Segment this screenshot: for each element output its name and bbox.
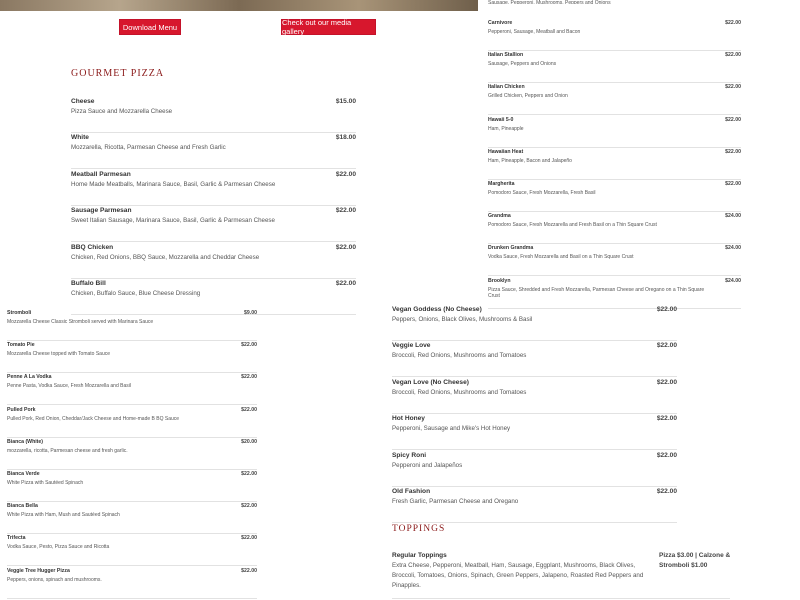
item-desc: Pepperoni, Sausage, Meatball and Bacon <box>488 29 581 35</box>
item-name: Penne A La Vodka <box>7 374 52 381</box>
section-title-gourmet-pizza: GOURMET PIZZA <box>71 68 165 79</box>
item-name: Italian Chicken <box>488 84 525 91</box>
item-name: Hawaii 5-0 <box>488 116 514 123</box>
menu-item <box>392 379 677 414</box>
item-name: Old Fashion <box>392 488 431 495</box>
menu-item <box>71 98 356 133</box>
item-name: Margherita <box>488 181 515 187</box>
item-price: $22.00 <box>725 20 741 26</box>
menu-item <box>7 535 257 566</box>
item-price: $20.00 <box>241 438 257 445</box>
menu-item <box>392 415 677 450</box>
item-name: Stromboli <box>7 310 32 316</box>
item-name: Pulled Pork <box>7 406 36 413</box>
item-name: Vegan Goddess (No Cheese) <box>392 306 482 313</box>
item-price: $22.00 <box>335 170 356 178</box>
menu-item <box>488 117 741 148</box>
item-price: $24.00 <box>725 277 741 284</box>
item-name: Spicy Roni <box>392 451 427 459</box>
item-name: Hot Honey <box>392 415 425 423</box>
menu-item <box>392 306 677 341</box>
item-name: Vegan Love (No Cheese) <box>392 378 469 386</box>
item-name: BBQ Chicken <box>71 243 114 251</box>
item-desc: Broccoli, Red Onions, Mushrooms and Tomatoes <box>392 352 527 360</box>
item-desc: Chicken, Red Onions, BBQ Sauce, Mozzarella and Cheddar Cheese <box>71 253 260 261</box>
item-desc: Ham, Pineapple, Bacon and Jalapeño <box>488 157 572 164</box>
toppings-item <box>392 552 730 599</box>
item-name: Buffalo Bill <box>71 280 106 287</box>
item-price: $22.00 <box>725 84 741 91</box>
item-desc: Pomodoro Sauce, Fresh Mozzarella, Fresh Basil <box>488 190 596 196</box>
menu-item <box>392 452 677 487</box>
menu-item <box>488 245 741 276</box>
item-price: $22.00 <box>241 567 257 574</box>
section-title-toppings: TOPPINGS <box>392 524 446 534</box>
item-name: Veggie Love <box>392 342 431 350</box>
item-desc: Pomodoro Sauce, Fresh Mozzarella and Fresh Basil on a Thin Square Crust <box>488 222 657 229</box>
item-price: $22.00 <box>656 415 677 423</box>
item-name: Sausage Parmesan <box>71 207 132 215</box>
item-price: $22.00 <box>656 488 677 495</box>
item-price: $24.00 <box>725 245 741 252</box>
item-desc: Peppers, Onions, Black Olives, Mushrooms & Basil <box>392 316 533 323</box>
item-desc: Vodka Sauce, Pesto, Pizza Sauce and Ricotta <box>7 544 110 551</box>
menu-item <box>7 471 257 502</box>
item-name: Hawaiian Heat <box>488 148 524 155</box>
item-name: Tomato Pie <box>7 342 35 349</box>
item-desc: Mozzarella Cheese Classic Stromboli served with Marinara Sauce <box>7 319 154 325</box>
item-name: Bianca (White) <box>7 438 44 445</box>
item-price: $22.00 <box>725 148 741 155</box>
item-price: $9.00 <box>244 310 257 316</box>
item-desc: Penne Pasta, Vodka Sauce, Fresh Mozzarella and Basil <box>7 383 131 390</box>
item-price: $22.00 <box>656 342 677 350</box>
item-price: $22.00 <box>241 471 257 477</box>
item-name: Grandma <box>488 213 511 220</box>
item-price: $22.00 <box>656 451 677 459</box>
item-name: White <box>71 134 89 142</box>
item-desc: Broccoli, Red Onions, Mushrooms and Tomatoes <box>392 388 527 396</box>
item-desc: Grilled Chicken, Peppers and Onion <box>488 93 568 100</box>
menu-item <box>488 278 741 309</box>
menu-item <box>488 84 741 115</box>
item-desc: White Pizza with Sautéed Spinach <box>7 480 84 486</box>
item-price: $22.00 <box>335 280 356 287</box>
item-desc: Peppers, onions, spinach and mushrooms. <box>7 576 102 583</box>
item-desc: Sausage, Peppers and Onions <box>488 61 557 68</box>
header-photo <box>0 0 478 11</box>
menu-item <box>488 149 741 180</box>
item-name: Italian Stallion <box>488 52 524 59</box>
item-desc: Ham, Pineapple <box>488 125 524 132</box>
media-gallery-button[interactable]: Check out our media gallery <box>281 19 376 35</box>
item-price: $22.00 <box>725 181 741 187</box>
menu-item <box>71 171 356 206</box>
item-name: Carnivore <box>488 20 513 26</box>
item-name: Meatball Parmesan <box>71 170 131 178</box>
item-price: Pizza $3.00 | Calzone & <box>659 552 731 559</box>
menu-item <box>7 310 257 341</box>
item-name: Trifecta <box>7 535 26 542</box>
item-desc: Pizza Sauce, Shredded and Fresh Mozzarella, Parmesan Cheese and Oregano on a Thin Square Crust <box>488 286 705 300</box>
item-name: Bianca Bella <box>7 503 38 510</box>
item-price: $18.00 <box>335 134 356 142</box>
item-desc: Pulled Pork, Red Onion, Cheddar/Jack Cheese and Home-made B BQ Sauce <box>7 415 180 422</box>
menu-item <box>7 503 257 534</box>
item-price: $22.00 <box>656 378 677 386</box>
menu-item <box>392 342 677 377</box>
item-price: $22.00 <box>241 406 257 413</box>
menu-item <box>7 568 257 599</box>
item-price: $22.00 <box>241 342 257 349</box>
item-desc: mozzarella, ricotta, Parmesan cheese and fresh garlic. <box>7 447 128 454</box>
menu-item <box>71 207 356 242</box>
item-name: Cheese <box>71 98 95 105</box>
item-name: Brooklyn <box>488 277 511 284</box>
item-price: $22.00 <box>241 535 257 542</box>
item-desc: Fresh Garlic, Parmesan Cheese and Oregano <box>392 498 519 505</box>
item-price: $22.00 <box>241 503 257 510</box>
item-price: $22.00 <box>335 243 356 251</box>
item-desc: Pepperoni and Jalapeños <box>392 461 463 469</box>
item-desc: Chicken, Buffalo Sauce, Blue Cheese Dressing <box>71 290 201 297</box>
item-desc: Pepperoni, Sausage and Mike's Hot Honey <box>392 425 511 433</box>
item-price: $15.00 <box>335 98 356 105</box>
item-price: $22.00 <box>656 306 677 313</box>
item-price-2: Stromboli $1.00 <box>659 562 708 569</box>
cut-off-description: Sausage, Pepperoni, Mushrooms, Peppers and Onions <box>488 0 611 4</box>
menu-item <box>7 407 257 438</box>
menu-item <box>488 181 741 212</box>
menu-item <box>488 20 741 51</box>
menu-item <box>7 439 257 470</box>
menu-item <box>488 52 741 83</box>
menu-item <box>71 134 356 169</box>
item-desc-3: Pinapples. <box>392 582 421 589</box>
item-desc: Vodka Sauce, Fresh Mozzarella and Basil on a Thin Square Crust <box>488 254 634 261</box>
item-name: Veggie Tree Hugger Pizza <box>7 567 70 574</box>
item-desc: Mozzarella, Ricotta, Parmesan Cheese and Fresh Garlic <box>71 144 226 152</box>
item-name: Regular Toppings <box>392 552 447 559</box>
item-desc-2: Broccoli, Tomatoes, Onions, Spinach, Green Peppers, Jalapeno, Roasted Red Peppers and <box>392 572 644 579</box>
menu-item <box>488 213 741 244</box>
item-price: $22.00 <box>241 374 257 381</box>
item-desc: Extra Cheese, Pepperoni, Meatball, Ham, Sausage, Eggplant, Mushrooms, Black Olives, <box>392 562 636 569</box>
item-desc: White Pizza with Ham, Mush and Sautéed Spinach <box>7 512 120 519</box>
item-price: $22.00 <box>725 116 741 123</box>
menu-item <box>7 342 257 373</box>
item-price: $24.00 <box>725 213 741 220</box>
item-desc: Home Made Meatballs, Marinara Sauce, Basil, Garlic & Parmesan Cheese <box>71 180 276 188</box>
menu-item <box>7 374 257 405</box>
item-price: $22.00 <box>725 52 741 59</box>
menu-item <box>392 488 677 523</box>
item-desc: Mozzarella Cheese topped with Tomato Sauce <box>7 351 111 358</box>
menu-item <box>71 244 356 279</box>
item-desc: Pizza Sauce and Mozzarella Cheese <box>71 108 173 115</box>
item-desc: Sweet Italian Sausage, Marinara Sauce, Basil, Garlic & Parmesan Cheese <box>71 217 275 225</box>
item-price: $22.00 <box>335 207 356 215</box>
item-name: Drunken Grandma <box>488 245 534 252</box>
download-menu-button[interactable]: Download Menu <box>119 19 181 35</box>
item-name: Bianca Verde <box>7 471 40 477</box>
